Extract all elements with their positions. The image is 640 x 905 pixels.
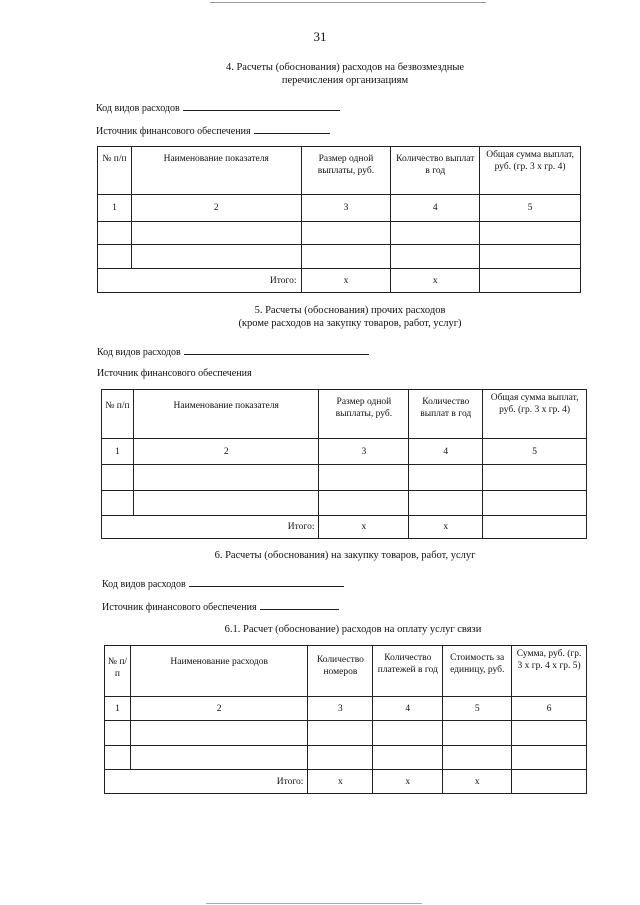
table-cell[interactable] xyxy=(130,721,307,746)
table-cell[interactable] xyxy=(480,222,581,245)
total-cell: х xyxy=(373,770,443,794)
source-label: Источник финансового обеспечения xyxy=(96,126,251,137)
section5-title-line1: 5. Расчеты (обоснования) прочих расходов xyxy=(254,305,446,316)
table-row xyxy=(105,721,587,746)
total-cell[interactable] xyxy=(483,516,587,539)
total-cell[interactable] xyxy=(480,269,581,293)
col-header: Стоимость за единицу, руб. xyxy=(443,646,512,697)
source-label: Источник финансового обеспечения xyxy=(97,368,252,379)
table-cell[interactable] xyxy=(443,721,512,746)
top-scan-line xyxy=(210,2,486,3)
source-label: Источник финансового обеспечения xyxy=(102,602,257,613)
col-header: Количество выплат в год xyxy=(391,147,480,195)
total-cell: х xyxy=(319,516,409,539)
section6-code-field xyxy=(102,577,344,590)
page-number: 31 xyxy=(313,29,327,44)
table-cell[interactable] xyxy=(308,721,373,746)
table-cell[interactable] xyxy=(373,721,443,746)
table-cell[interactable] xyxy=(308,746,373,770)
col-header: Наименование показателя xyxy=(133,390,319,439)
table-cell[interactable] xyxy=(443,746,512,770)
table-cell[interactable] xyxy=(391,222,480,245)
section5-source-field xyxy=(97,368,252,379)
col-number: 5 xyxy=(443,697,512,721)
section6-1-subtitle: 6.1. Расчет (обоснование) расходов на оплату услуг связи xyxy=(224,624,482,635)
table-cell[interactable] xyxy=(512,746,587,770)
table-cell[interactable] xyxy=(319,465,409,491)
table-row xyxy=(102,491,587,516)
table-cell[interactable] xyxy=(105,721,131,746)
code-label: Код видов расходов xyxy=(97,347,181,358)
col-number: 3 xyxy=(308,697,373,721)
col-number: 4 xyxy=(409,439,483,465)
section4-title-line1: 4. Расчеты (обоснования) расходов на безвозмездные xyxy=(225,62,465,73)
table-cell[interactable] xyxy=(98,222,132,245)
col-header: Количество платежей в год xyxy=(373,646,443,697)
table-cell[interactable] xyxy=(409,465,483,491)
table-row xyxy=(105,746,587,770)
col-header: Количество выплат в год xyxy=(409,390,483,439)
col-header: Сумма, руб. (гр. 3 х гр. 4 х гр. 5) xyxy=(512,646,587,697)
col-header: Наименование показателя xyxy=(131,147,301,195)
table-cell[interactable] xyxy=(131,222,301,245)
col-header: Наименование расходов xyxy=(130,646,307,697)
table-cell[interactable] xyxy=(480,245,581,269)
table-cell[interactable] xyxy=(391,245,480,269)
section4-table xyxy=(97,146,581,293)
total-cell: х xyxy=(391,269,480,293)
total-cell: х xyxy=(301,269,391,293)
col-header: № п/п xyxy=(105,646,131,697)
col-number-row xyxy=(105,697,587,721)
source-input-line[interactable] xyxy=(260,600,339,610)
col-header: № п/п xyxy=(102,390,134,439)
total-cell: х xyxy=(308,770,373,794)
table-row xyxy=(98,222,581,245)
table-header-row xyxy=(98,147,581,195)
code-input-line[interactable] xyxy=(184,345,369,355)
table-cell[interactable] xyxy=(301,222,391,245)
section5-title xyxy=(0,304,640,330)
code-input-line[interactable] xyxy=(183,101,340,111)
section4-source-field xyxy=(96,124,330,137)
table-cell[interactable] xyxy=(483,491,587,516)
code-label: Код видов расходов xyxy=(102,579,186,590)
total-row xyxy=(98,269,581,293)
section5-title-line2: (кроме расходов на закупку товаров, работ, услуг) xyxy=(238,318,462,329)
section6-1-table xyxy=(104,645,587,794)
table-cell[interactable] xyxy=(301,245,391,269)
col-number: 2 xyxy=(130,697,307,721)
table-cell[interactable] xyxy=(133,491,319,516)
table-row xyxy=(98,245,581,269)
table-cell[interactable] xyxy=(102,491,134,516)
table-cell[interactable] xyxy=(98,245,132,269)
table-cell[interactable] xyxy=(105,746,131,770)
table-cell[interactable] xyxy=(130,746,307,770)
col-number: 4 xyxy=(391,195,480,222)
table-cell[interactable] xyxy=(373,746,443,770)
table-cell[interactable] xyxy=(483,465,587,491)
col-header: Размер одной выплаты, руб. xyxy=(319,390,409,439)
table-header-row xyxy=(105,646,587,697)
col-header: № п/п xyxy=(98,147,132,195)
table-header-row xyxy=(102,390,587,439)
total-row xyxy=(105,770,587,794)
col-number: 5 xyxy=(483,439,587,465)
section4-title xyxy=(0,61,640,87)
col-number: 3 xyxy=(301,195,391,222)
total-cell[interactable] xyxy=(512,770,587,794)
col-number: 2 xyxy=(133,439,319,465)
total-label: Итого: xyxy=(102,516,319,539)
col-number: 1 xyxy=(98,195,132,222)
col-number: 6 xyxy=(512,697,587,721)
total-cell: х xyxy=(409,516,483,539)
table-cell[interactable] xyxy=(319,491,409,516)
table-cell[interactable] xyxy=(512,721,587,746)
table-cell[interactable] xyxy=(133,465,319,491)
col-number: 3 xyxy=(319,439,409,465)
section6-source-field xyxy=(102,600,339,613)
total-cell: х xyxy=(443,770,512,794)
col-header: Общая сумма выплат, руб. (гр. 3 х гр. 4) xyxy=(483,390,587,439)
table-cell[interactable] xyxy=(102,465,134,491)
code-label: Код видов расходов xyxy=(96,103,180,114)
code-input-line[interactable] xyxy=(189,577,344,587)
total-row xyxy=(102,516,587,539)
table-cell[interactable] xyxy=(409,491,483,516)
table-row xyxy=(102,465,587,491)
table-cell[interactable] xyxy=(131,245,301,269)
bottom-scan-line xyxy=(206,903,422,904)
section4-code-field xyxy=(96,101,340,114)
col-number: 2 xyxy=(131,195,301,222)
col-header: Количество номеров xyxy=(308,646,373,697)
col-number: 4 xyxy=(373,697,443,721)
section5-code-field xyxy=(97,345,369,358)
col-header: Размер одной выплаты, руб. xyxy=(301,147,391,195)
total-label: Итого: xyxy=(105,770,308,794)
total-label: Итого: xyxy=(98,269,302,293)
section6-title: 6. Расчеты (обоснования) на закупку товаров, работ, услуг xyxy=(214,550,476,561)
section5-table xyxy=(101,389,587,539)
col-number-row xyxy=(102,439,587,465)
source-input-line[interactable] xyxy=(254,124,330,134)
col-number: 1 xyxy=(102,439,134,465)
col-number: 1 xyxy=(105,697,131,721)
col-number-row xyxy=(98,195,581,222)
col-number: 5 xyxy=(480,195,581,222)
section4-title-line2: перечисления организациям xyxy=(281,75,409,86)
col-header: Общая сумма выплат, руб. (гр. 3 х гр. 4) xyxy=(480,147,581,195)
